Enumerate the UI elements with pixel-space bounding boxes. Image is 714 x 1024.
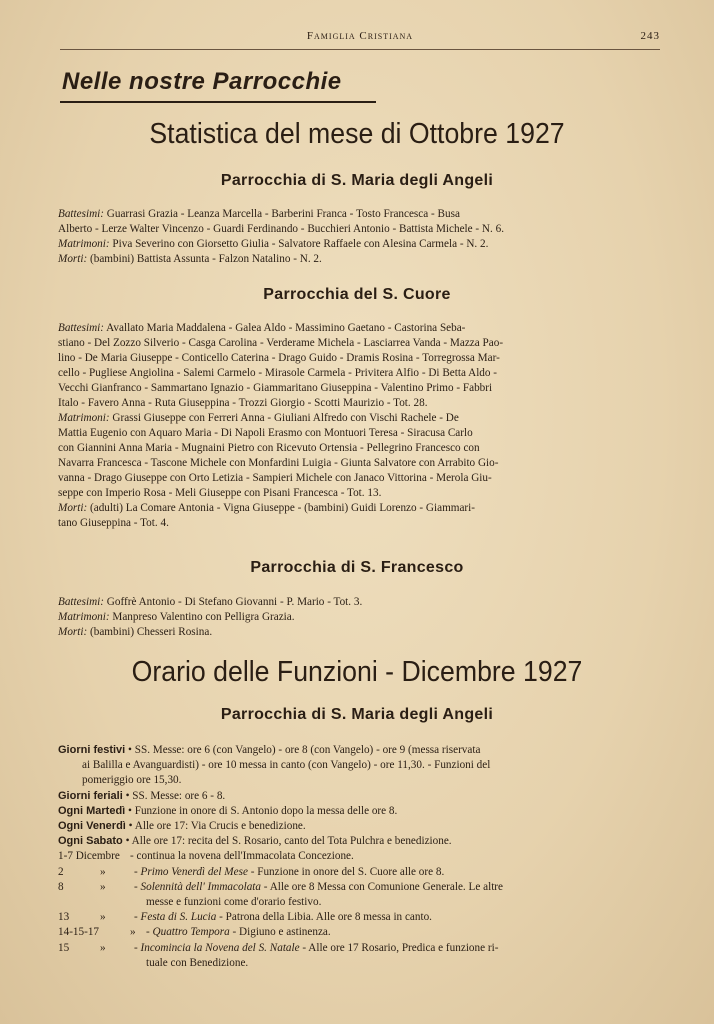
schedule-row: 13 » - Festa di S. Lucia - Patrona della Libia. Alle ore 8 messa in canto. (58, 910, 658, 925)
record-label: Morti: (58, 626, 88, 638)
record-label: Matrimoni: (58, 412, 110, 424)
section-title-underline (60, 101, 376, 103)
ditto-mark: » (100, 865, 106, 878)
feast-name: - Festa di S. Lucia (134, 911, 217, 924)
record-line: con Giannini Anna Maria - Mugnaini Pietro con Ricevuto Ortensia - Pellegrino Francesco con (58, 442, 480, 454)
record-line: cello - Pugliese Angiolina - Salemi Carmelo - Mirasole Carmela - Privitera Alfio - Di Betta Aldo - (58, 367, 498, 379)
ditto-mark: » (100, 941, 106, 954)
schedule-day: Ogni Martedì (58, 804, 126, 817)
record-line: Battesimi: Goffrè Antonio - Di Stefano Giovanni - P. Mario - Tot. 3. (58, 596, 363, 608)
record-label: Morti: (58, 253, 88, 265)
angeli-heading: Parrocchia di S. Maria degli Angeli (220, 172, 494, 189)
record-line: Battesimi: Guarrasi Grazia - Leanza Marcella - Barberini Franca - Tosto Francesca - Busa (58, 208, 460, 220)
feast-name: - Solennità dell' Immacolata (134, 880, 261, 893)
record-label: Battesimi: (58, 208, 104, 220)
schedule-row: messe e funzioni come d'orario festivo. (146, 896, 322, 909)
record-line: Vecchi Gianfranco - Sammartano Ignazio - Giammaritano Giuseppina - Valentino Primo - Fabbri (58, 382, 493, 394)
record-line: Morti: (bambini) Battista Assunta - Falzon Natalino - N. 2. (58, 253, 322, 265)
schedule-row: Giorni feriali • SS. Messe: ore 6 - 8. (58, 789, 226, 802)
record-label: Matrimoni: (58, 238, 110, 250)
statistica-title: Statistica del mese di Ottobre 1927 (149, 118, 565, 150)
ditto-mark: » (130, 926, 136, 939)
francesco-heading: Parrocchia di S. Francesco (250, 559, 464, 576)
record-line: Battesimi: Avallato Maria Maddalena - Galea Aldo - Massimino Gaetano - Castorina Seba- (58, 322, 466, 334)
header-rule (60, 49, 660, 50)
schedule-date: 14-15-17 (58, 926, 100, 939)
record-line: Matrimoni: Manpreso Valentino con Pelligra Grazia. (58, 611, 295, 623)
page-number: 243 (640, 30, 660, 42)
orario-heading: Parrocchia di S. Maria degli Angeli (220, 706, 494, 723)
orario-title: Orario delle Funzioni - Dicembre 1927 (131, 656, 583, 688)
record-line: tano Giuseppina - Tot. 4. (58, 517, 169, 529)
schedule-row: Ogni Sabato • Alle ore 17: recita del S. Rosario, canto del Tota Pulchra e benedizione. (58, 835, 452, 848)
section-title: Nelle nostre Parrocchie (62, 68, 342, 95)
record-line: Matrimoni: Piva Severino con Giorsetto Giulia - Salvatore Raffaele con Alesina Carmela - N. 2. (58, 238, 489, 250)
francesco-records (58, 595, 656, 640)
cuore-records (58, 321, 656, 531)
schedule-row: pomeriggio ore 15,30. (82, 774, 182, 787)
record-line: Navarra Francesca - Tascone Michele con Monfardini Luigia - Giunta Salvatore con Arrabito Gio- (58, 457, 499, 469)
schedule-date: 1-7 Dicembre (58, 850, 120, 863)
record-line: seppe con Imperio Rosa - Meli Giuseppe con Pisani Francesca - Tot. 13. (58, 487, 382, 499)
record-line: lino - De Maria Giuseppe - Conticello Caterina - Drago Guido - Dramis Rosina - Torregrossa Mar- (58, 352, 500, 364)
record-label: Battesimi: (58, 322, 104, 334)
record-line: Matrimoni: Grassi Giuseppe con Ferreri Anna - Giuliani Alfredo con Vischi Rachele - De (58, 412, 459, 424)
schedule-day: Giorni feriali (58, 789, 123, 802)
record-line: vanna - Drago Giuseppe con Orto Letizia - Sampieri Michele con Janaco Vittorina - Merola Giu- (58, 472, 492, 484)
feast-name: - Primo Venerdì del Mese (134, 865, 248, 878)
schedule-date: 8 (58, 880, 64, 893)
schedule-day: Giorni festivi (58, 744, 126, 756)
schedule-row: Ogni Venerdì • Alle ore 17: Via Crucis e benedizione. (58, 820, 306, 833)
feast-name: - Incomincia la Novena del S. Natale (134, 941, 300, 954)
schedule-row: 2 » - Primo Venerdì del Mese - Funzione in onore del S. Cuore alle ore 8. (58, 865, 658, 880)
schedule-row: Ogni Martedì • Funzione in onore di S. Antonio dopo la messa delle ore 8. (58, 804, 398, 817)
schedule-row: 15 » - Incomincia la Novena del S. Natale - Alle ore 17 Rosario, Predica e funzione ri- (58, 941, 658, 956)
record-line: Morti: (bambini) Chesseri Rosina. (58, 626, 213, 638)
record-line: Morti: (adulti) La Comare Antonia - Vigna Giuseppe - (bambini) Guidi Lorenzo - Giammari- (58, 502, 475, 514)
schedule-row: 14-15-17 » - Quattro Tempora - Digiuno e astinenza. (58, 925, 658, 940)
schedule-row: ai Balilla e Avanguardisti) - ore 10 messa in canto (con Vangelo) - ore 11,30. - Funzioni del (82, 759, 491, 772)
record-label: Morti: (58, 502, 88, 514)
record-line: Italo - Favero Anna - Ruta Giuseppina - Trozzi Giorgio - Scotti Maurizio - Tot. 28. (58, 397, 428, 409)
schedule-row: 8 » - Solennità dell' Immacolata - Alle ore 8 Messa con Comunione Generale. Le altre (58, 880, 658, 895)
record-label: Matrimoni: (58, 611, 110, 623)
schedule-row: 1-7 Dicembre - continua la novena dell'Immacolata Concezione. (58, 849, 658, 864)
schedule-day: Ogni Sabato (58, 835, 123, 848)
record-line: Alberto - Lerze Walter Vincenzo - Guardi Ferdinando - Bucchieri Antonio - Battista Michele - N. 6. (58, 223, 504, 235)
schedule-date: 2 (58, 865, 64, 878)
schedule-day: Ogni Venerdì (58, 820, 126, 833)
record-label: Battesimi: (58, 596, 104, 608)
running-header (60, 30, 660, 44)
running-title: Famiglia Cristiana (306, 30, 414, 42)
ditto-mark: » (100, 911, 106, 924)
record-line: Mattia Eugenio con Aquaro Maria - Di Napoli Erasmo con Montuori Teresa - Siracusa Carlo (58, 427, 473, 439)
feast-name: - Quattro Tempora (146, 926, 230, 939)
schedule-row: tuale con Benedizione. (146, 956, 249, 969)
record-line: stiano - Del Zozzo Silverio - Casga Carolina - Verderame Michela - Lasciarrea Vanda - Mazza Pao- (58, 337, 504, 349)
angeli-records (58, 207, 656, 267)
orario-schedule (58, 743, 658, 971)
schedule-date: 15 (58, 941, 70, 954)
schedule-date: 13 (58, 911, 70, 924)
schedule-row: Giorni festivi • SS. Messe: ore 6 (con Vangelo) - ore 8 (con Vangelo) - ore 9 (messa riservata (58, 744, 481, 756)
cuore-heading: Parrocchia del S. Cuore (263, 286, 451, 303)
ditto-mark: » (100, 880, 106, 893)
